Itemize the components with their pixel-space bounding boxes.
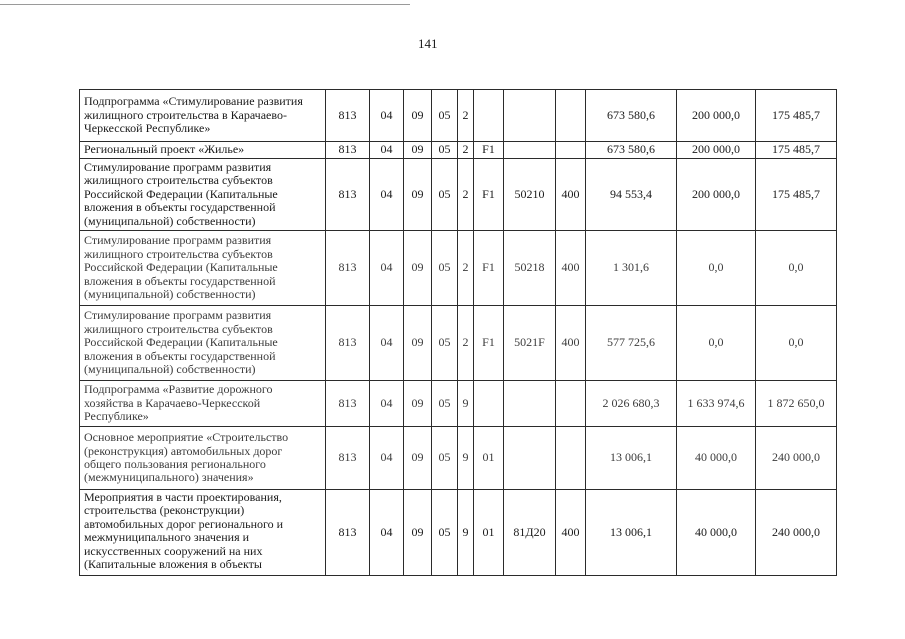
direction-cell: 50218 bbox=[504, 231, 556, 306]
subsection-cell: 09 bbox=[404, 159, 432, 231]
code-cell: 813 bbox=[326, 90, 370, 142]
name-cell: Стимулирование программ развития жилищного строительства субъектов Российской Федерации (Капитальные вложения в объекты государственной (муниципальной) собственности) bbox=[80, 306, 326, 381]
name-cell: Подпрограмма «Развитие дорожного хозяйства в Карачаево-Черкесской Республике» bbox=[80, 381, 326, 427]
expense-type-cell bbox=[556, 427, 586, 490]
direction-cell: 5021F bbox=[504, 306, 556, 381]
year1-amount-cell: 13 006,1 bbox=[586, 427, 677, 490]
subprogram-cell: 9 bbox=[458, 490, 474, 576]
expense-type-cell bbox=[556, 381, 586, 427]
section-cell: 04 bbox=[370, 381, 404, 427]
year1-amount-cell: 2 026 680,3 bbox=[586, 381, 677, 427]
table-row bbox=[80, 142, 837, 159]
program-cell: 05 bbox=[432, 490, 458, 576]
budget-table bbox=[79, 89, 837, 576]
expense-type-cell bbox=[556, 142, 586, 159]
year3-amount-cell: 240 000,0 bbox=[756, 490, 837, 576]
section-cell: 04 bbox=[370, 306, 404, 381]
direction-cell: 50210 bbox=[504, 159, 556, 231]
direction-cell bbox=[504, 90, 556, 142]
table-row bbox=[80, 381, 837, 427]
code-cell: 813 bbox=[326, 159, 370, 231]
year1-amount-cell: 13 006,1 bbox=[586, 490, 677, 576]
section-cell: 04 bbox=[370, 490, 404, 576]
subsection-cell: 09 bbox=[404, 306, 432, 381]
section-cell: 04 bbox=[370, 159, 404, 231]
year1-amount-cell: 94 553,4 bbox=[586, 159, 677, 231]
direction-cell: 81Д20 bbox=[504, 490, 556, 576]
code-cell: 813 bbox=[326, 381, 370, 427]
code-cell: 813 bbox=[326, 427, 370, 490]
table-row bbox=[80, 90, 837, 142]
table-row bbox=[80, 231, 837, 306]
project-cell: F1 bbox=[474, 159, 504, 231]
expense-type-cell: 400 bbox=[556, 159, 586, 231]
name-cell: Подпрограмма «Стимулирование развития жилищного строительства в Карачаево-Черкесской Республике» bbox=[80, 90, 326, 142]
expense-type-cell: 400 bbox=[556, 231, 586, 306]
year1-amount-cell: 673 580,6 bbox=[586, 90, 677, 142]
subprogram-cell: 9 bbox=[458, 427, 474, 490]
code-cell: 813 bbox=[326, 306, 370, 381]
table-row bbox=[80, 490, 837, 576]
program-cell: 05 bbox=[432, 159, 458, 231]
year3-amount-cell: 175 485,7 bbox=[756, 90, 837, 142]
subsection-cell: 09 bbox=[404, 142, 432, 159]
year3-amount-cell: 175 485,7 bbox=[756, 142, 837, 159]
year2-amount-cell: 200 000,0 bbox=[677, 142, 756, 159]
program-cell: 05 bbox=[432, 306, 458, 381]
project-cell bbox=[474, 90, 504, 142]
subprogram-cell: 9 bbox=[458, 381, 474, 427]
project-cell: F1 bbox=[474, 231, 504, 306]
expense-type-cell: 400 bbox=[556, 490, 586, 576]
year1-amount-cell: 577 725,6 bbox=[586, 306, 677, 381]
year2-amount-cell: 200 000,0 bbox=[677, 90, 756, 142]
name-cell: Основное мероприятие «Строительство (реконструкция) автомобильных дорог общего пользования регионального (межмуниципального) значения» bbox=[80, 427, 326, 490]
project-cell: F1 bbox=[474, 142, 504, 159]
year2-amount-cell: 0,0 bbox=[677, 306, 756, 381]
table-row bbox=[80, 427, 837, 490]
year2-amount-cell: 1 633 974,6 bbox=[677, 381, 756, 427]
table-row bbox=[80, 306, 837, 381]
project-cell: 01 bbox=[474, 490, 504, 576]
code-cell: 813 bbox=[326, 231, 370, 306]
year2-amount-cell: 40 000,0 bbox=[677, 490, 756, 576]
subsection-cell: 09 bbox=[404, 90, 432, 142]
direction-cell bbox=[504, 381, 556, 427]
code-cell: 813 bbox=[326, 490, 370, 576]
program-cell: 05 bbox=[432, 427, 458, 490]
program-cell: 05 bbox=[432, 231, 458, 306]
name-cell: Стимулирование программ развития жилищного строительства субъектов Российской Федерации (Капитальные вложения в объекты государственной (муниципальной) собственности) bbox=[80, 159, 326, 231]
subsection-cell: 09 bbox=[404, 427, 432, 490]
subsection-cell: 09 bbox=[404, 490, 432, 576]
program-cell: 05 bbox=[432, 381, 458, 427]
code-cell: 813 bbox=[326, 142, 370, 159]
subprogram-cell: 2 bbox=[458, 90, 474, 142]
year3-amount-cell: 0,0 bbox=[756, 231, 837, 306]
program-cell: 05 bbox=[432, 142, 458, 159]
program-cell: 05 bbox=[432, 90, 458, 142]
direction-cell bbox=[504, 142, 556, 159]
subprogram-cell: 2 bbox=[458, 159, 474, 231]
subsection-cell: 09 bbox=[404, 231, 432, 306]
direction-cell bbox=[504, 427, 556, 490]
top-rule bbox=[0, 4, 410, 5]
year1-amount-cell: 673 580,6 bbox=[586, 142, 677, 159]
section-cell: 04 bbox=[370, 90, 404, 142]
year2-amount-cell: 40 000,0 bbox=[677, 427, 756, 490]
expense-type-cell: 400 bbox=[556, 306, 586, 381]
project-cell: F1 bbox=[474, 306, 504, 381]
table-row bbox=[80, 159, 837, 231]
project-cell bbox=[474, 381, 504, 427]
page-number: 141 bbox=[418, 36, 438, 51]
section-cell: 04 bbox=[370, 142, 404, 159]
name-cell: Региональный проект «Жилье» bbox=[80, 142, 326, 159]
year3-amount-cell: 1 872 650,0 bbox=[756, 381, 837, 427]
year2-amount-cell: 0,0 bbox=[677, 231, 756, 306]
year3-amount-cell: 0,0 bbox=[756, 306, 837, 381]
name-cell: Мероприятия в части проектирования, строительства (реконструкции) автомобильных дорог регионального и межмуниципального значения и искусственных сооружений на них (Капитальные вложения в объекты bbox=[80, 490, 326, 576]
year3-amount-cell: 240 000,0 bbox=[756, 427, 837, 490]
subprogram-cell: 2 bbox=[458, 142, 474, 159]
subprogram-cell: 2 bbox=[458, 306, 474, 381]
section-cell: 04 bbox=[370, 231, 404, 306]
expense-type-cell bbox=[556, 90, 586, 142]
project-cell: 01 bbox=[474, 427, 504, 490]
year1-amount-cell: 1 301,6 bbox=[586, 231, 677, 306]
subprogram-cell: 2 bbox=[458, 231, 474, 306]
name-cell: Стимулирование программ развития жилищного строительства субъектов Российской Федерации (Капитальные вложения в объекты государственной (муниципальной) собственности) bbox=[80, 231, 326, 306]
subsection-cell: 09 bbox=[404, 381, 432, 427]
year3-amount-cell: 175 485,7 bbox=[756, 159, 837, 231]
section-cell: 04 bbox=[370, 427, 404, 490]
year2-amount-cell: 200 000,0 bbox=[677, 159, 756, 231]
